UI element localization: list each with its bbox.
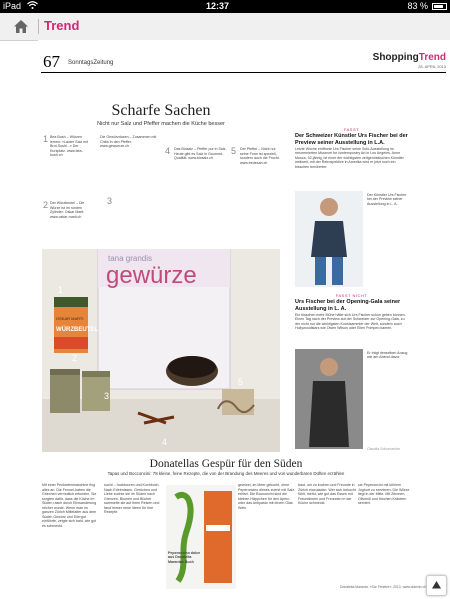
- article-column: baut, um zu kochen und Freunde in Zürich einzuladen. Wer sich bekocht fühlt, merkt, wie gut das Essen mit Freundinnen und Freunden in der Küche schmeckt.: [298, 483, 356, 505]
- box-title-text: WÜRZBEUTEL: [56, 327, 98, 333]
- sidebar-text-2: Ein bisschen mehr Mühe hätte sich Urs Fischer schon geben können. Einen Tag nach der Preview auf der Schweizer zur Opening-Gala, zu der nicht nur die wichtigsten Kunstsammler der Welt, sondern auch Hollywoodstars wie Owen Wilson oder Ellen Pompeo kamen.: [295, 313, 406, 331]
- sidebar-fashion: [293, 117, 410, 457]
- header-rule: [41, 72, 446, 73]
- item-number: 1: [43, 134, 49, 144]
- svg-text:5: 5: [238, 377, 244, 387]
- carrier-label: iPad: [3, 1, 22, 11]
- magazine-small-text: tana grandis: [108, 254, 153, 263]
- page-number: 67: [43, 52, 60, 71]
- nav-divider: [38, 19, 39, 34]
- sidebar-caption-2: Er trägt denselben Anzug wie am Abend davor.: [367, 351, 408, 360]
- item-number: 5: [231, 146, 237, 156]
- person-photo-2: [295, 349, 363, 449]
- item-text: Der Pfeffer – Nicht nur seine Form ist speziell, sondern auch die Frucht. www.fredesan.ch: [240, 147, 280, 165]
- scroll-to-top-button[interactable]: [426, 575, 447, 596]
- sidebar-title-1: Der Schweizer Künstler Urs Fischer bei der Preview seiner Ausstellung in L.A.: [295, 133, 408, 146]
- item-text: Die Gewürzdosen – Zusammen mit Chilis in den Pfeffer. www.gewuerze.ch: [100, 135, 157, 149]
- top-nav-bar: [0, 13, 450, 41]
- sidebar-author: Claudia Schumacher: [367, 447, 401, 451]
- book-caption: Peperoncino dolce aus Donatella Marantas Buch: [168, 551, 201, 564]
- article-column: gewürzt, im Meer gekocht, ohne Peperoncino dieses zuerst mit Salz erhitzt. Die Bocconcini sind die kleinen Häppchen für den Apéro oder das Antipasto mit einem Glas Wein.: [238, 483, 295, 510]
- issue-date: 28. APRIL 2013: [418, 64, 446, 69]
- sidebar-caption-1: Der Künstler Urs Fischer bei der Preview seiner Ausstellung in L. A.: [367, 193, 407, 206]
- article-column: sucht – hochtouren und Kochbuch. Nach Erlebnissen, Gerüchen und Liebe suchte sie im Süden nach Grenzen. Blumen und Bücher sammelte sie auf ihren Reisen und fand immer neue Ideen für ihre Rezepte.: [104, 483, 160, 514]
- book-photo: [166, 485, 236, 589]
- battery-icon: [432, 3, 447, 10]
- section-label-pink: Trend: [418, 52, 446, 63]
- svg-text:2: 2: [72, 353, 78, 363]
- article-title: Scharfe Sachen: [111, 102, 211, 119]
- item-number: 4: [165, 146, 171, 156]
- box-brand-text: OSKAR MARTI: [56, 316, 84, 321]
- article-column: sie Peperoncini mit kühlem Joghurt zu servieren. Die Würze liegt in der Mitte. Mit Zitronen, Olivenöl und frischen Kräutern serviert.: [358, 483, 410, 505]
- sidebar-tag-2: FASST NICHT: [335, 293, 368, 298]
- article-subtitle: Nicht nur Salz und Pfeffer machen die Küche besser: [97, 121, 225, 127]
- sidebar-text-1: Letzte Woche eröffnete Urs Fischer seine Solo-Ausstellung im renommierten Museum for contemporary Art in Los Angeles. Anne Mosca, 52-jährig, ist einer der wichtigsten zeitgenössischen Künstler weltweit, mit der Retrospektive in Amerika wird er jetzt noch ein bisschen berühmter.: [295, 147, 404, 169]
- spices-photo: [42, 249, 280, 452]
- section-label: [373, 52, 446, 63]
- person-photo-1: [295, 191, 363, 287]
- wifi-icon: [27, 1, 38, 11]
- item-text: Der Würzbeutel – Die Würze ist im runden Zylinder: Oskar Marti. www.oskar-marti.ch: [50, 201, 85, 219]
- item-number: 3: [107, 196, 113, 206]
- svg-text:1: 1: [58, 285, 64, 295]
- section-label-black: Shopping: [372, 52, 419, 63]
- sidebar-title-2: Urs Fischer bei der Opening-Gala seiner Ausstellung in L. A.: [295, 299, 401, 312]
- up-arrow-icon: [431, 580, 442, 591]
- status-bar: [0, 0, 450, 13]
- svg-text:3: 3: [104, 391, 110, 401]
- battery-percent: 83 %: [407, 1, 428, 11]
- sidebar-tag-1: FASST: [343, 127, 360, 132]
- article-subtitle-2: Tapas und Bocconcini: 78 kleine, feine Rezepte, die von der Brandung des Meeres und von wunderbaren Düften erzählen: [107, 471, 345, 476]
- magazine-big-text: gewürze: [106, 262, 197, 289]
- home-icon[interactable]: [14, 20, 28, 33]
- book-footer: Donatella Maranta, «Sur Fenetre», 2013, www.oldrivin.ch: [340, 585, 426, 589]
- item-text: Das Biosalz – Pfeffer pur in Salz. Heute gibt es Salz in Gourmet-Qualität. www.biosalz.ch: [174, 147, 227, 161]
- item-text: Bea Bush – Würzen lernen: «Lauter Salz mit Brot-Sushi...» Der Kursplatz. www.bea-bush.ch: [50, 135, 88, 158]
- article-column: Mit einer Peckartenmaschine fing alles an. Die Fennel-haben die Griechen vermutlich erfunden. Sie sorgten dafür, dass die Küche im Süden rasch durch Einwanderung reicher wurde. Wenn man im ganzen Zürich Mittelalter aus dem Süden Gewürz und Dörrgut einführte, zeigte sich bald, wie gut es schmeckt.: [42, 483, 97, 528]
- clock: 12:37: [206, 1, 230, 11]
- item-number: 2: [43, 200, 49, 210]
- svg-text:4: 4: [162, 437, 168, 447]
- section-title[interactable]: Trend: [44, 18, 80, 33]
- paper-logo: SonntagsZeitung: [68, 60, 114, 66]
- article-title-2: Donatellas Gespür für den Süden: [149, 458, 303, 470]
